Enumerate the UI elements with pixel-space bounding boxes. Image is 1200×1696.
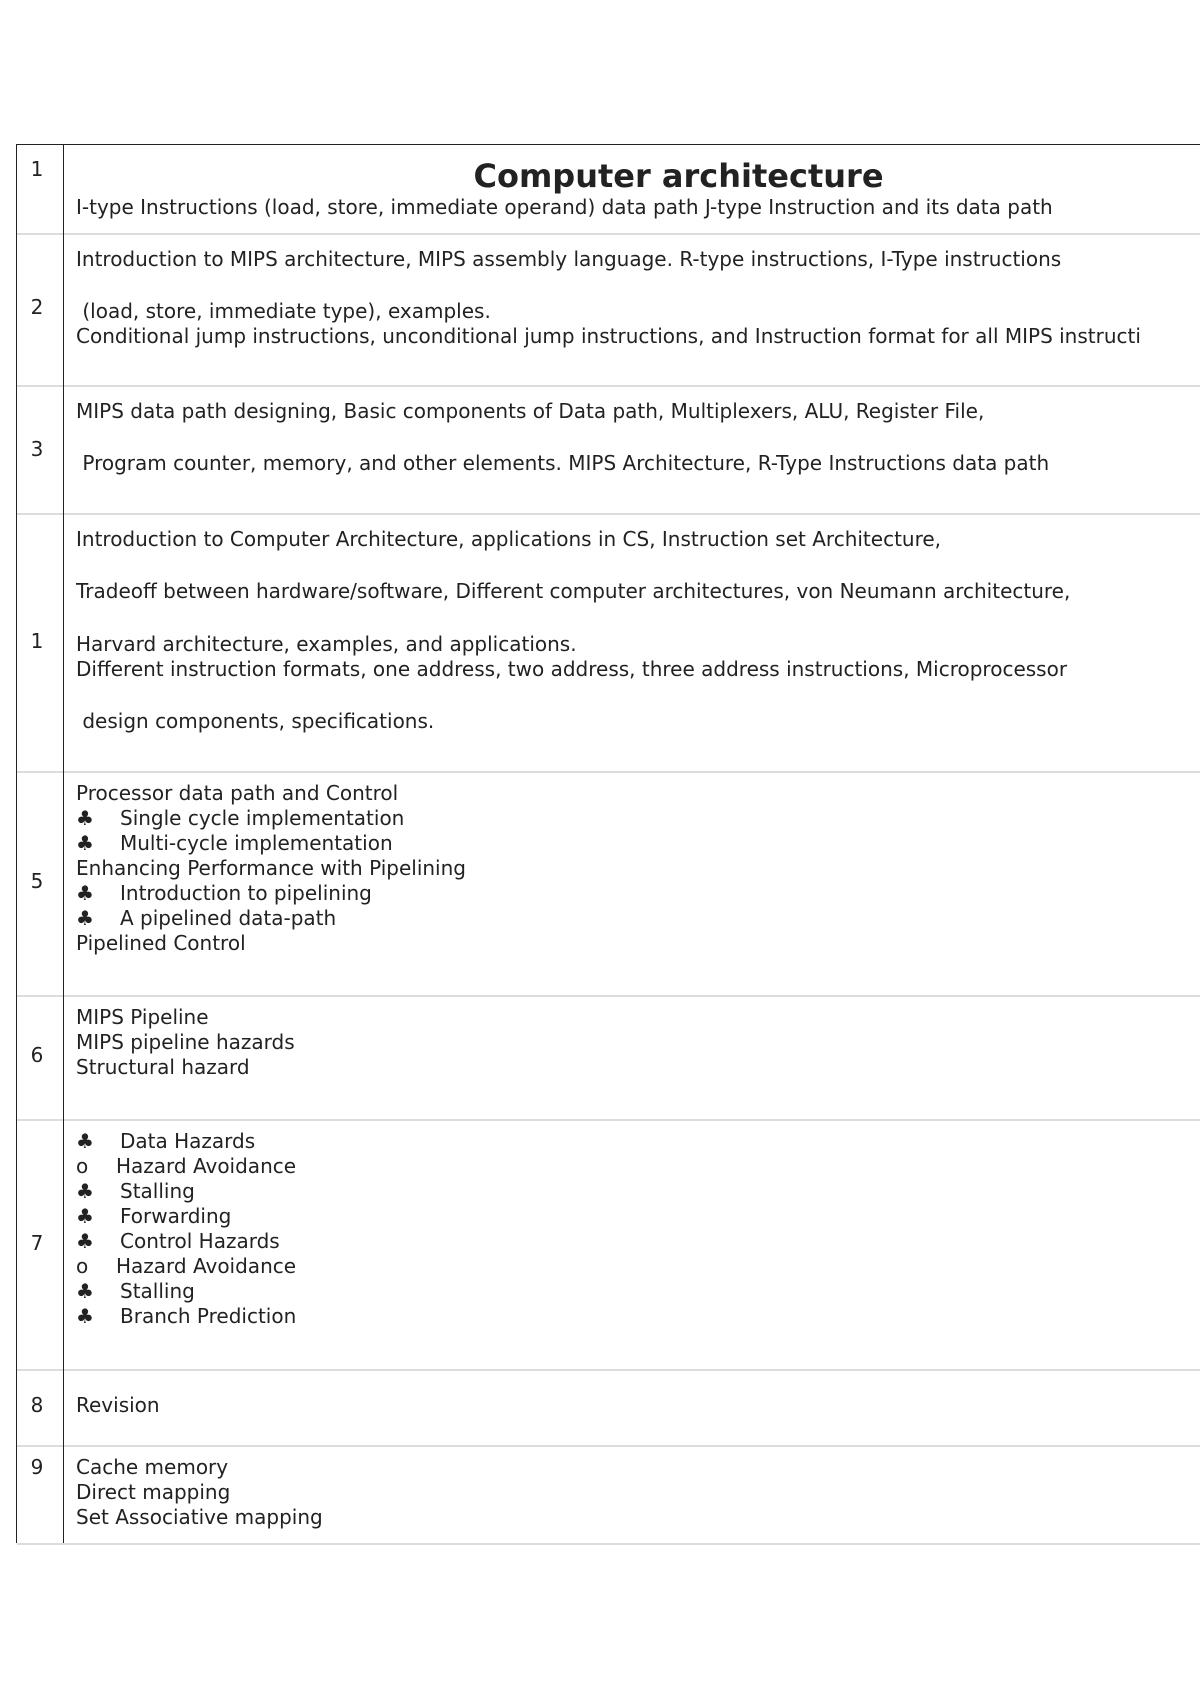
circle-bullet-icon: o <box>76 1154 89 1178</box>
table-row <box>17 513 1200 773</box>
list-item-text: Control Hazards <box>120 1229 280 1253</box>
list-item <box>76 1254 296 1279</box>
club-bullet-icon: ♣ <box>76 1304 94 1328</box>
list-item <box>76 831 393 856</box>
list-item-text: Branch Prediction <box>120 1304 297 1328</box>
club-bullet-icon: ♣ <box>76 806 94 830</box>
table-row <box>17 1445 1200 1545</box>
list-item-text: A pipelined data-path <box>120 906 337 930</box>
list-item <box>76 1154 296 1179</box>
list-item-text: Stalling <box>120 1279 195 1303</box>
syllabus-table <box>16 144 1200 1543</box>
club-bullet-icon: ♣ <box>76 1279 94 1303</box>
row-number: 5 <box>30 869 44 893</box>
row-number: 8 <box>30 1393 44 1417</box>
row-number-cell <box>17 513 64 771</box>
row-text: Harvard architecture, examples, and applications. <box>76 632 577 656</box>
list-item-text: Hazard Avoidance <box>116 1254 297 1278</box>
table-row <box>17 1119 1200 1371</box>
list-item <box>76 1229 280 1254</box>
list-item <box>76 1179 195 1204</box>
list-item-text: Single cycle implementation <box>120 806 405 830</box>
row-text: Cache memory <box>76 1455 229 1479</box>
row-text: Enhancing Performance with Pipelining <box>76 856 466 880</box>
row-text: I-type Instructions (load, store, immediate operand) data path J-type Instruction and its data path <box>76 195 1053 219</box>
club-bullet-icon: ♣ <box>76 906 94 930</box>
row-text: MIPS pipeline hazards <box>76 1030 295 1054</box>
list-item-text: Stalling <box>120 1179 195 1203</box>
row-text: MIPS data path designing, Basic components of Data path, Multiplexers, ALU, Register File, <box>76 399 985 423</box>
list-item <box>76 1304 296 1329</box>
list-item <box>76 1129 255 1154</box>
list-item-text: Forwarding <box>120 1204 232 1228</box>
table-row <box>17 771 1200 997</box>
row-text: Direct mapping <box>76 1480 231 1504</box>
list-item <box>76 881 372 906</box>
row-text: Structural hazard <box>76 1055 250 1079</box>
table-row <box>17 233 1200 387</box>
row-number: 3 <box>30 437 44 461</box>
club-bullet-icon: ♣ <box>76 881 94 905</box>
row-text: Set Associative mapping <box>76 1505 323 1529</box>
row-number-cell <box>17 233 64 385</box>
list-item <box>76 1279 195 1304</box>
row-text: Revision <box>76 1393 160 1417</box>
page-title: Computer architecture <box>473 157 884 195</box>
club-bullet-icon: ♣ <box>76 1229 94 1253</box>
club-bullet-icon: ♣ <box>76 831 94 855</box>
list-item <box>76 806 404 831</box>
row-text: Conditional jump instructions, unconditional jump instructions, and Instruction format for all MIPS instructi <box>76 324 1141 348</box>
table-row <box>17 145 1200 235</box>
row-number: 1 <box>30 629 44 653</box>
row-number-cell <box>17 1119 64 1369</box>
row-number: 6 <box>30 1043 44 1067</box>
row-text: Tradeoff between hardware/software, Different computer architectures, von Neumann architecture, <box>76 579 1071 603</box>
row-text: (load, store, immediate type), examples. <box>76 299 491 323</box>
list-item-text: Data Hazards <box>120 1129 256 1153</box>
table-row <box>17 1369 1200 1447</box>
row-number: 1 <box>30 157 44 181</box>
row-text: design components, specifications. <box>76 709 435 733</box>
row-number: 2 <box>30 295 44 319</box>
row-text: Pipelined Control <box>76 931 246 955</box>
list-item <box>76 1204 231 1229</box>
row-text: Introduction to MIPS architecture, MIPS assembly language. R-type instructions, I-Type instructions <box>76 247 1062 271</box>
row-text: Introduction to Computer Architecture, applications in CS, Instruction set Architecture, <box>76 527 942 551</box>
row-text: Program counter, memory, and other elements. MIPS Architecture, R-Type Instructions data path <box>76 451 1050 475</box>
row-number-cell <box>17 995 64 1119</box>
row-text: Processor data path and Control <box>76 781 399 805</box>
row-text: MIPS Pipeline <box>76 1005 209 1029</box>
row-number-cell <box>17 771 64 995</box>
table-row <box>17 995 1200 1121</box>
row-number: 7 <box>30 1231 44 1255</box>
club-bullet-icon: ♣ <box>76 1179 94 1203</box>
row-number: 9 <box>30 1455 44 1479</box>
row-number-cell <box>17 385 64 513</box>
row-number-cell <box>17 1445 64 1543</box>
table-row <box>17 385 1200 515</box>
circle-bullet-icon: o <box>76 1254 89 1278</box>
club-bullet-icon: ♣ <box>76 1204 94 1228</box>
list-item-text: Introduction to pipelining <box>120 881 372 905</box>
list-item <box>76 906 336 931</box>
club-bullet-icon: ♣ <box>76 1129 94 1153</box>
row-number-cell <box>17 1369 64 1445</box>
list-item-text: Multi-cycle implementation <box>120 831 393 855</box>
row-text: Different instruction formats, one address, two address, three address instructions, Microprocessor <box>76 657 1068 681</box>
list-item-text: Hazard Avoidance <box>116 1154 297 1178</box>
